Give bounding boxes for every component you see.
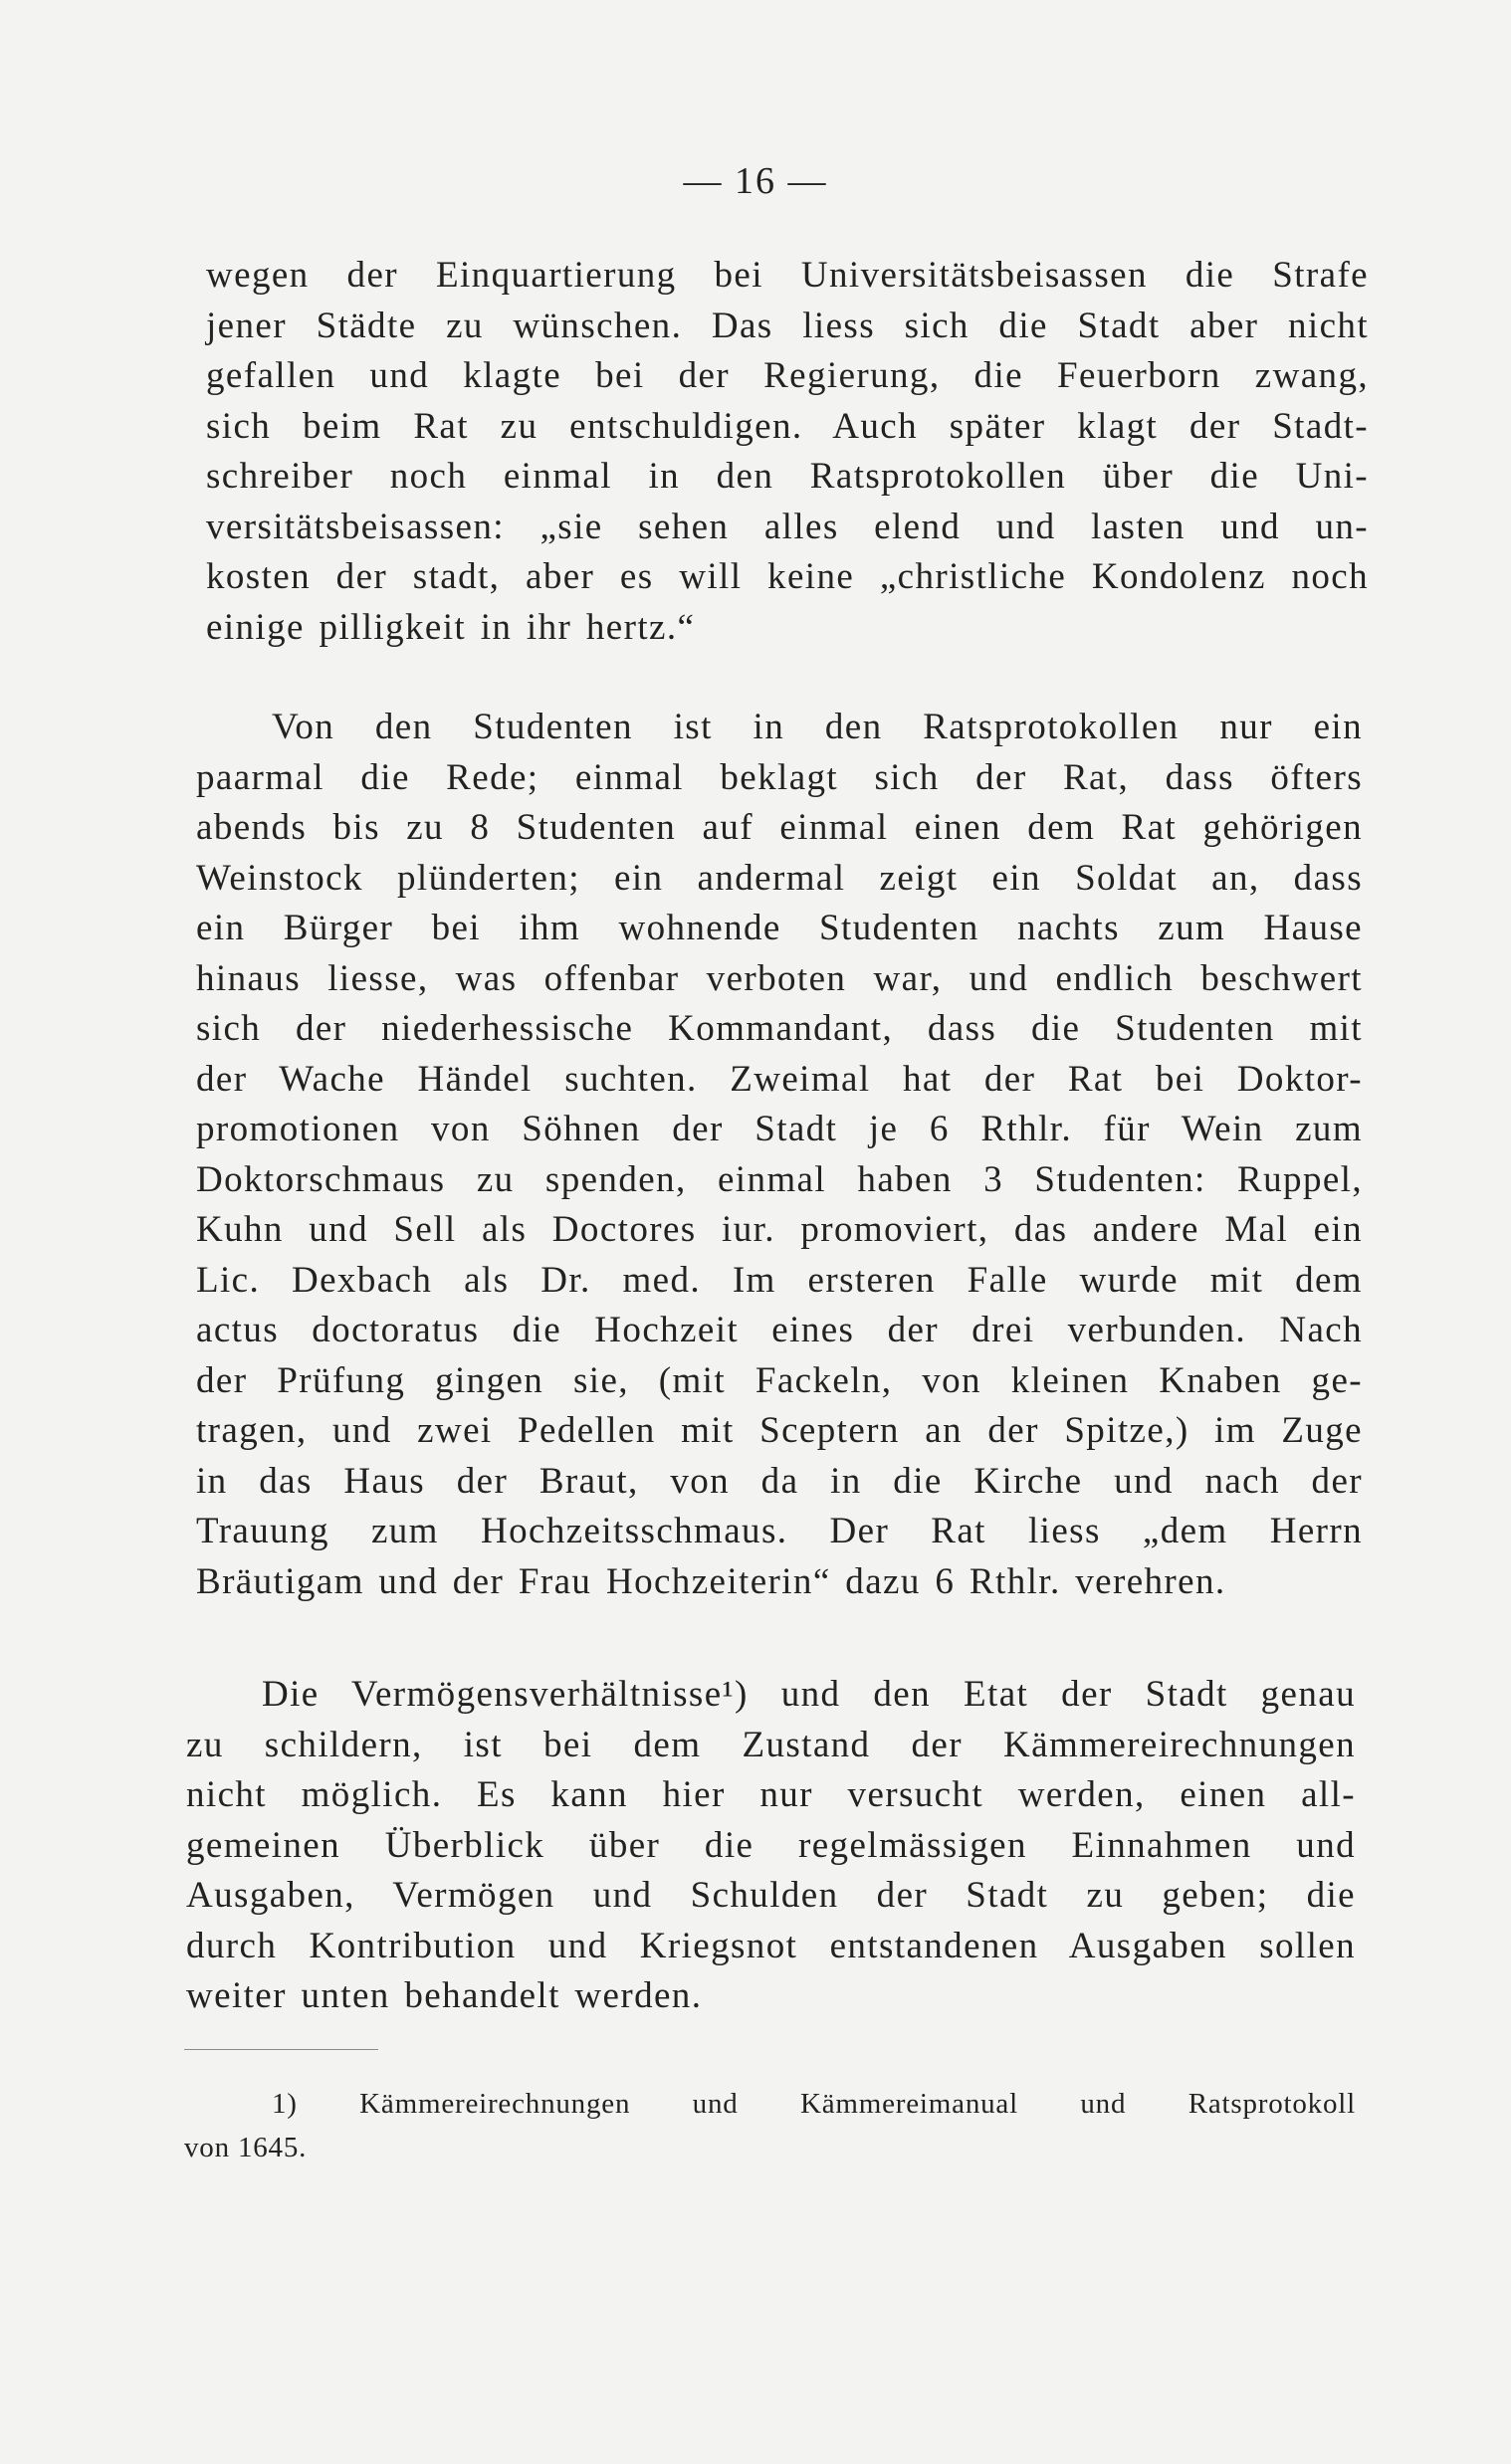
page-number: — 16 — <box>683 160 828 202</box>
text-line: kosten der stadt, aber es will keine „christliche Kondolenz noch <box>206 556 1369 597</box>
text-line: Doktorschmaus zu spenden, einmal haben 3 Studenten: Ruppel, <box>196 1158 1363 1200</box>
text-line: Ausgaben, Vermögen und Schulden der Stadt zu geben; die <box>186 1875 1356 1916</box>
text-line: ein Bürger bei ihm wohnende Studenten nachts zum Hause <box>196 908 1363 948</box>
text-line: Weinstock plünderten; ein andermal zeigt ein Soldat an, dass <box>196 857 1363 899</box>
text-line: versitätsbeisassen: „sie sehen alles elend und lasten und un- <box>206 506 1369 547</box>
text-line: hinaus liesse, was offenbar verboten war, und endlich beschwert <box>196 957 1363 999</box>
paragraph-studenten <box>196 703 1363 1607</box>
footnote-line: von 1645. <box>184 2132 308 2163</box>
text-line: sich beim Rat zu entschuldigen. Auch später klagt der Stadt- <box>206 405 1369 447</box>
text-line: Die Vermögensverhältnisse¹) und den Etat der Stadt genau <box>262 1674 1356 1715</box>
text-line: der Prüfung gingen sie, (mit Fackeln, von kleinen Knaben ge- <box>196 1359 1363 1401</box>
text-line: paarmal die Rede; einmal beklagt sich der Rat, dass öfters <box>196 756 1363 798</box>
text-line: jener Städte zu wünschen. Das liess sich die Stadt aber nicht <box>206 305 1369 346</box>
text-line: einige pilligkeit in ihr hertz.“ <box>206 606 696 648</box>
paragraph-einquartierung <box>206 251 1369 653</box>
text-line: nicht möglich. Es kann hier nur versucht werden, einen all- <box>186 1774 1356 1815</box>
text-line: sich der niederhessische Kommandant, dass die Studenten mit <box>196 1008 1363 1049</box>
text-line: actus doctoratus die Hochzeit eines der drei verbunden. Nach <box>196 1310 1363 1350</box>
footnote <box>184 2082 1356 2169</box>
text-line: abends bis zu 8 Studenten auf einmal einen dem Rat gehörigen <box>196 807 1363 848</box>
text-line: gemeinen Überblick über die regelmässigen Einnahmen und <box>186 1824 1356 1866</box>
footnote-divider <box>184 2049 378 2050</box>
text-line: durch Kontribution und Kriegsnot entstandenen Ausgaben sollen <box>186 1925 1356 1966</box>
text-line: gefallen und klagte bei der Regierung, die Feuerborn zwang, <box>206 355 1369 396</box>
text-line: schreiber noch einmal in den Ratsprotokollen über die Uni- <box>206 456 1369 497</box>
text-line: promotionen von Söhnen der Stadt je 6 Rthlr. für Wein zum <box>196 1109 1363 1149</box>
text-line: Von den Studenten ist in den Ratsprotokollen nur ein <box>272 707 1363 747</box>
footnote-line: 1) Kämmereirechnungen und Kämmereimanual und Ratsprotokoll <box>272 2088 1356 2120</box>
text-line: in das Haus der Braut, von da in die Kirche und nach der <box>196 1460 1363 1502</box>
text-line: wegen der Einquartierung bei Universitätsbeisassen die Strafe <box>206 255 1369 296</box>
text-line: Kuhn und Sell als Doctores iur. promoviert, das andere Mal ein <box>196 1209 1363 1250</box>
text-line: Trauung zum Hochzeitsschmaus. Der Rat liess „dem Herrn <box>196 1511 1363 1551</box>
text-line: weiter unten behandelt werden. <box>186 1975 703 2016</box>
text-line: Lic. Dexbach als Dr. med. Im ersteren Falle wurde mit dem <box>196 1259 1363 1301</box>
text-line: Bräutigam und der Frau Hochzeiterin“ dazu 6 Rthlr. verehren. <box>196 1560 1226 1602</box>
text-line: zu schildern, ist bei dem Zustand der Kämmereirechnungen <box>186 1724 1356 1765</box>
text-line: der Wache Händel suchten. Zweimal hat der Rat bei Doktor- <box>196 1058 1363 1100</box>
paragraph-vermoegen <box>186 1670 1356 2022</box>
text-line: tragen, und zwei Pedellen mit Sceptern an der Spitze,) im Zuge <box>196 1410 1363 1451</box>
